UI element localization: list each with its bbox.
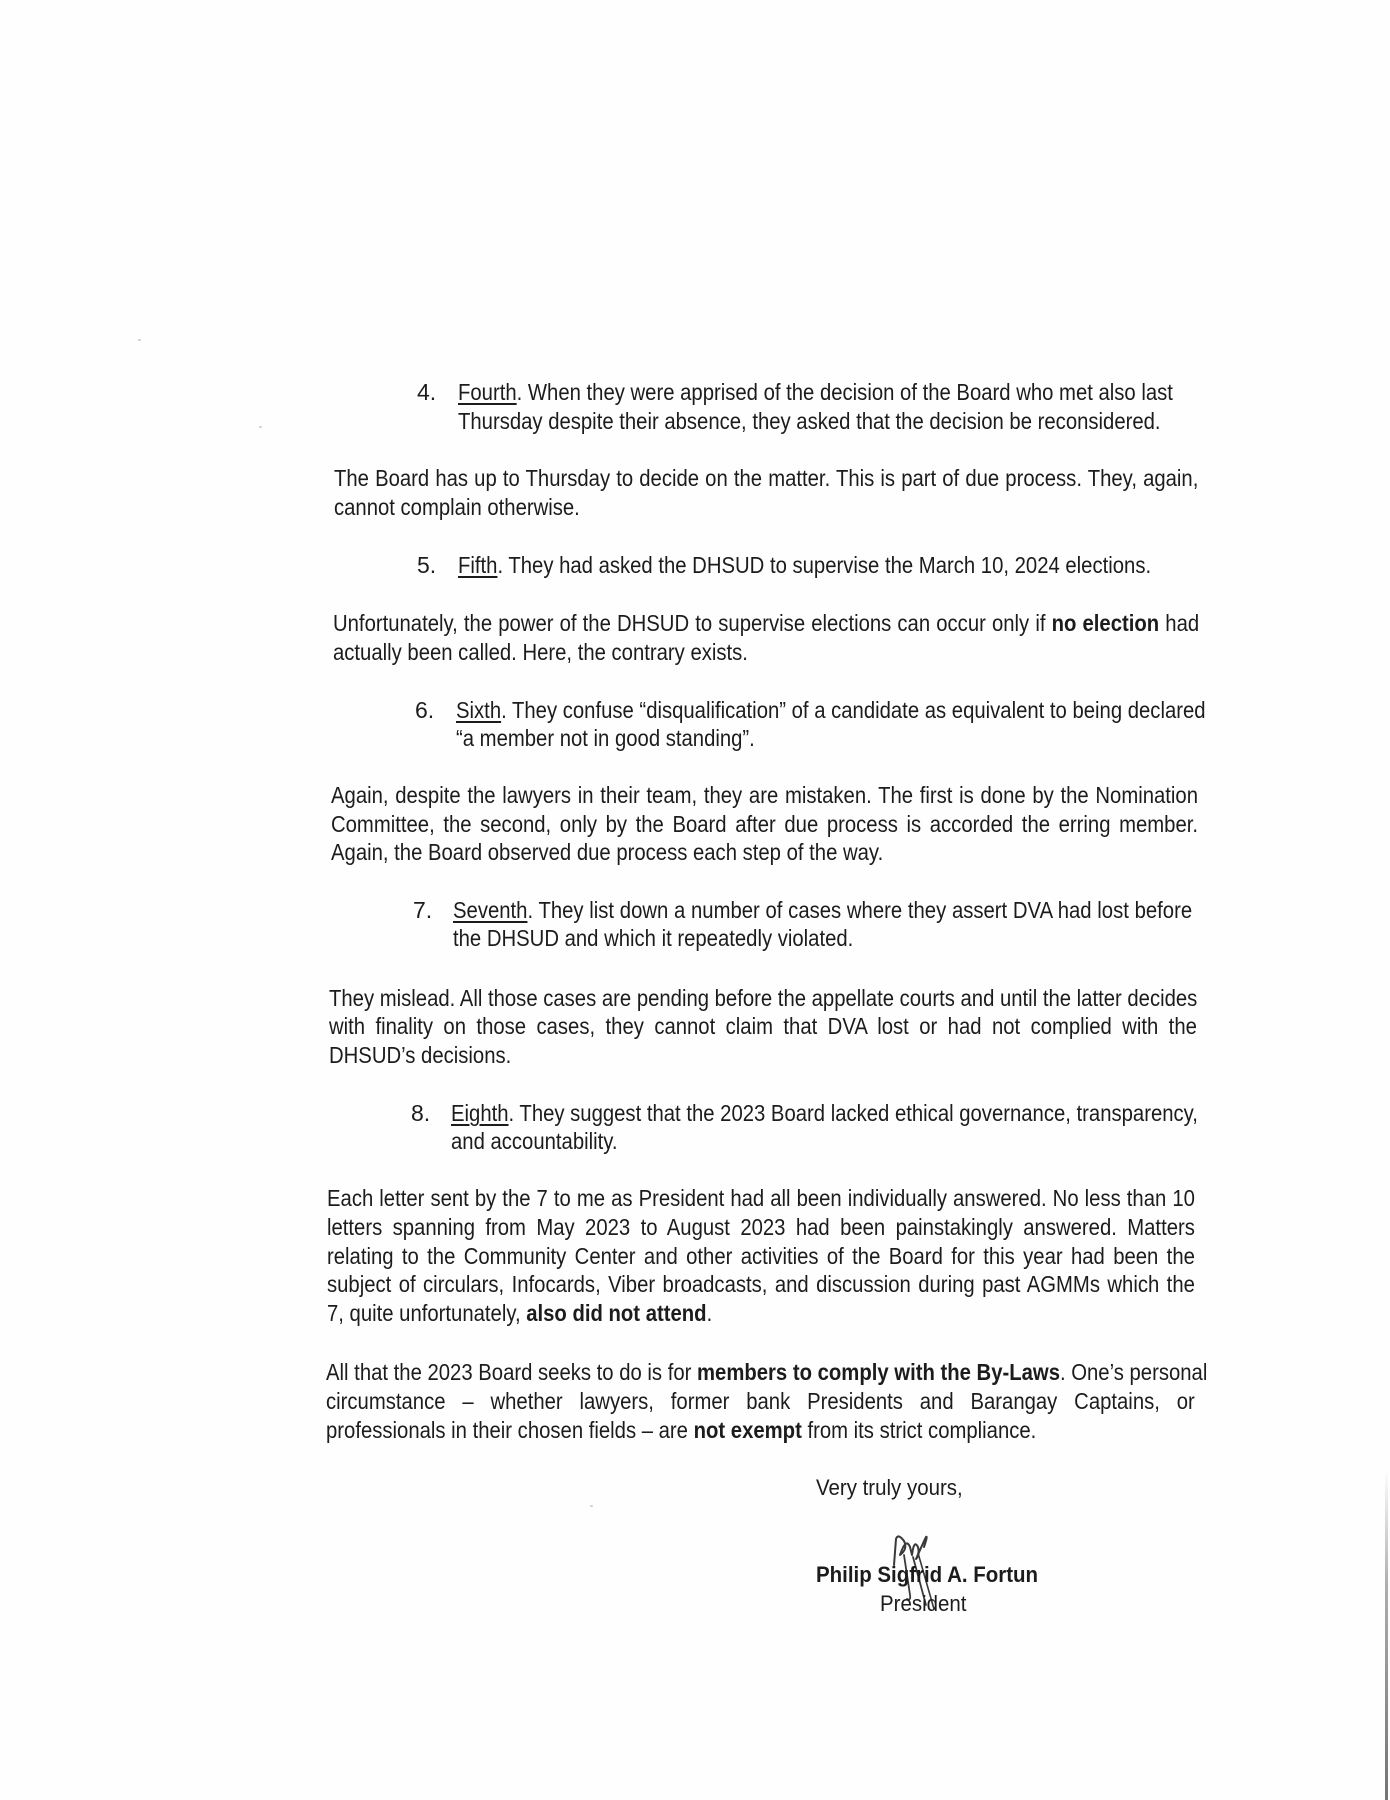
closing-salutation: Very truly yours,	[816, 1475, 963, 1500]
item-6-line-1: Sixth. They confuse “disqualification” of a candidate as equivalent to being declared	[456, 697, 1206, 723]
item-number: 6.	[415, 697, 435, 723]
paragraph-line: Again, despite the lawyers in their team, they are mistaken. The first is done by the Nomination	[331, 782, 1199, 808]
item-number: 5.	[417, 552, 437, 578]
item-heading: Eighth	[451, 1100, 509, 1126]
paragraph-line: cannot complain otherwise.	[334, 494, 580, 520]
item-6-line-2: “a member not in good standing”.	[456, 725, 755, 751]
signatory-title: President	[880, 1591, 967, 1616]
paragraph-line: letters spanning from May 2023 to August 2023 had been painstakingly answered. Matters	[327, 1214, 1195, 1240]
signatory-name: Philip Sigfrid A. Fortun	[816, 1562, 1039, 1587]
item-8-line-1: Eighth. They suggest that the 2023 Board lacked ethical governance, transparency,	[451, 1100, 1198, 1126]
emphasis: no election	[1051, 610, 1160, 636]
item-7-line-1: Seventh. They list down a number of cases where they assert DVA had lost before	[453, 897, 1193, 923]
paragraph-line: with finality on those cases, they cannot claim that DVA lost or had not complied with the	[329, 1013, 1197, 1039]
emphasis: also did not attend	[526, 1300, 707, 1326]
paragraph-line: subject of circulars, Infocards, Viber broadcasts, and discussion during past AGMMs which the	[327, 1271, 1195, 1297]
item-heading: Fourth	[458, 379, 517, 405]
item-4-line-2: Thursday despite their absence, they asked that the decision be reconsidered.	[458, 408, 1161, 434]
paragraph-line: Each letter sent by the 7 to me as President had all been individually answered. No less than 10	[327, 1185, 1195, 1211]
item-7-line-2: the DHSUD and which it repeatedly violated.	[453, 925, 854, 951]
paragraph-line: relating to the Community Center and other activities of the Board for this year had been the	[327, 1243, 1195, 1269]
paragraph-line: DHSUD’s decisions.	[329, 1042, 512, 1068]
item-number: 8.	[411, 1100, 431, 1126]
scan-speck	[138, 339, 141, 341]
paragraph-line: They mislead. All those cases are pending before the appellate courts and until the latter decides	[329, 985, 1198, 1011]
emphasis: not exempt	[693, 1417, 802, 1443]
paragraph-line: Unfortunately, the power of the DHSUD to supervise elections can occur only if no election had	[333, 610, 1200, 636]
paragraph-line: The Board has up to Thursday to decide on the matter. This is part of due process. They, again,	[334, 465, 1199, 491]
paragraph-line: 7, quite unfortunately, also did not attend.	[327, 1300, 713, 1326]
item-5-line-1: Fifth. They had asked the DHSUD to supervise the March 10, 2024 elections.	[458, 552, 1152, 578]
scan-speck	[259, 426, 262, 428]
emphasis: members to comply with the By-Laws	[697, 1359, 1060, 1385]
scan-speck	[590, 1505, 593, 1507]
item-heading: Fifth	[458, 552, 498, 578]
paragraph-line: All that the 2023 Board seeks to do is for members to comply with the By-Laws. One’s personal	[326, 1359, 1208, 1385]
item-number: 4.	[417, 379, 437, 405]
paragraph-line: Again, the Board observed due process each step of the way.	[331, 839, 884, 865]
item-heading: Sixth	[456, 697, 502, 723]
item-heading: Seventh	[453, 897, 528, 923]
item-8-line-2: and accountability.	[451, 1128, 618, 1154]
paragraph-line: actually been called. Here, the contrary exists.	[333, 639, 748, 665]
paragraph-line: circumstance – whether lawyers, former bank Presidents and Barangay Captains, or	[326, 1388, 1195, 1414]
scanner-edge-shadow	[1385, 1470, 1388, 1800]
paragraph-line: Committee, the second, only by the Board after due process is accorded the erring member.	[331, 811, 1199, 837]
paragraph-line: professionals in their chosen fields – are not exempt from its strict compliance.	[326, 1417, 1037, 1443]
item-4-line-1: Fourth. When they were apprised of the decision of the Board who met also last	[458, 379, 1173, 405]
item-number: 7.	[413, 897, 433, 923]
